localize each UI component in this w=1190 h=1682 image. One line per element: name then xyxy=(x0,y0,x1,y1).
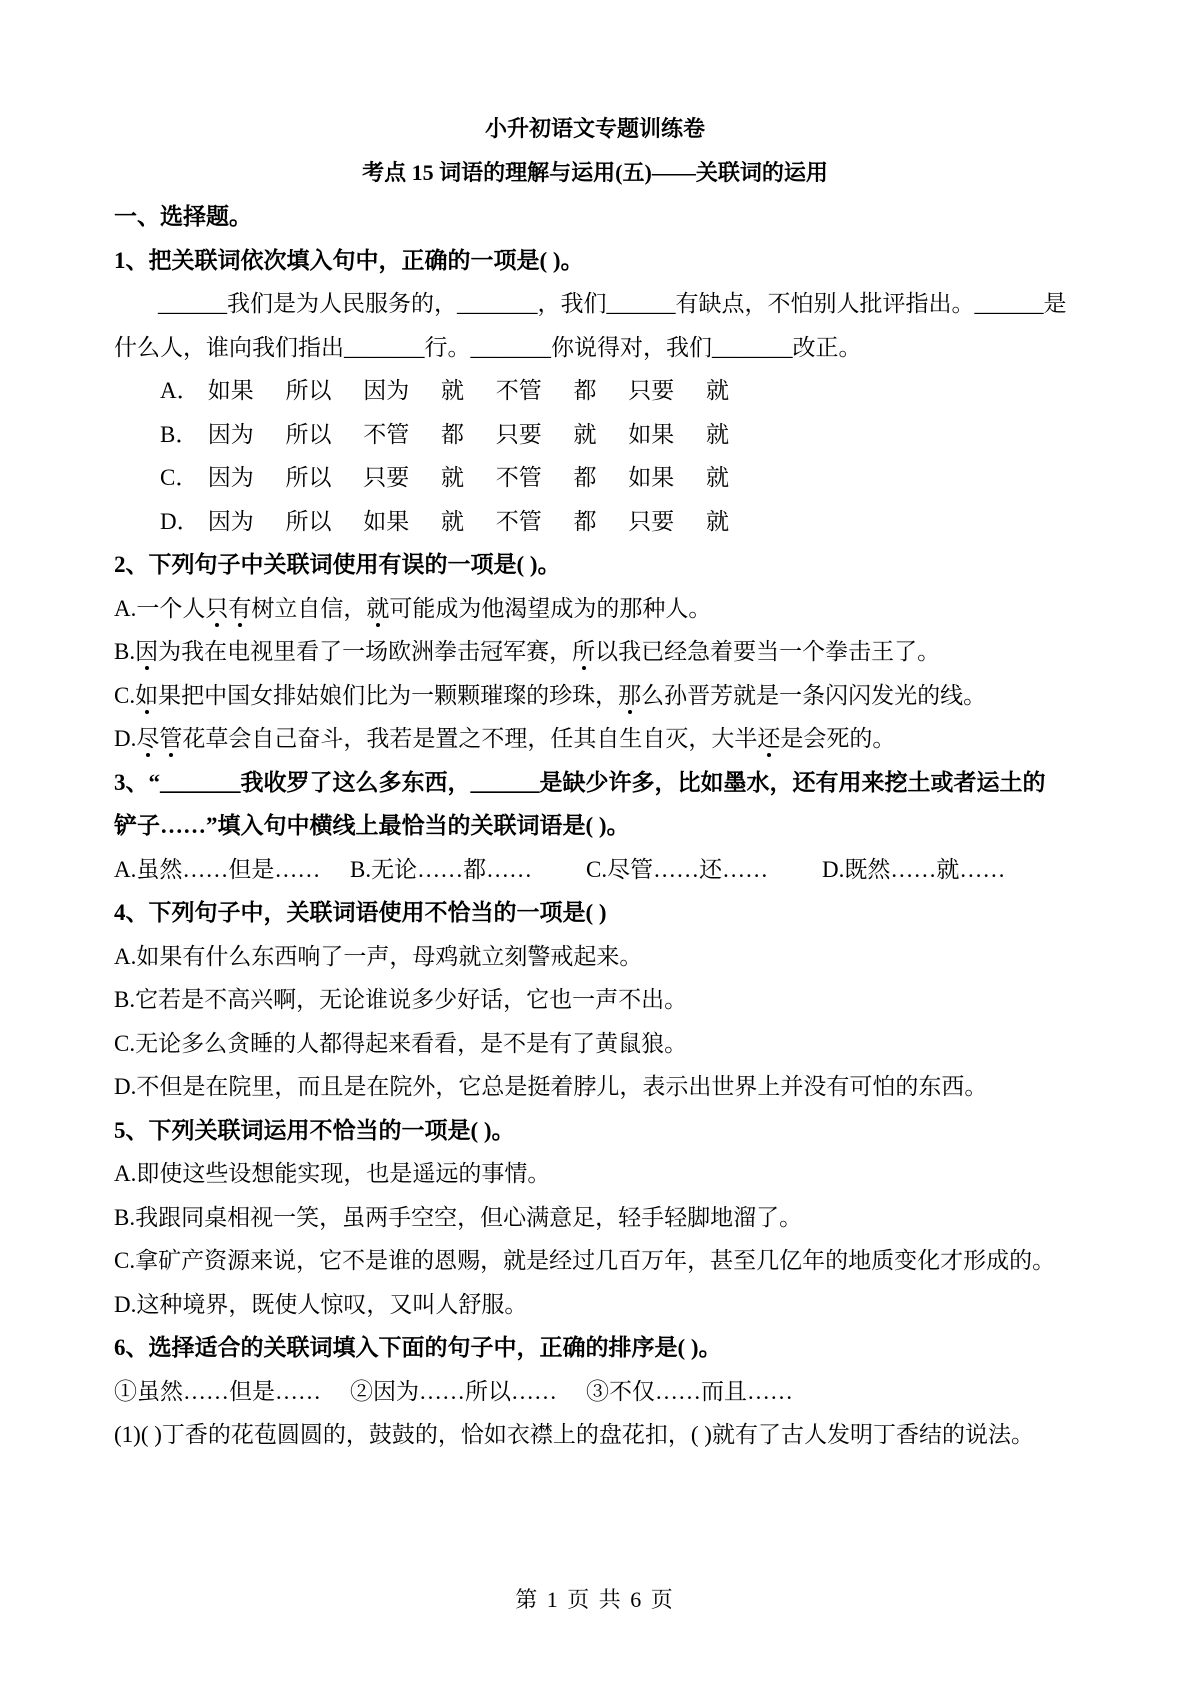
page-subtitle: 考点 15 词语的理解与运用(五)——关联词的运用 xyxy=(362,160,828,185)
question-1-option-b[interactable]: B． 因为 所以 不管 都 只要 就 如果 就 xyxy=(160,422,729,447)
question-6-choice-3: ③不仅……而且…… xyxy=(586,1379,793,1404)
question-5-option-c[interactable]: C.拿矿产资源来说，它不是谁的恩赐，就是经过几百万年，甚至几亿年的地质变化才形成的。 xyxy=(114,1248,1056,1273)
question-3-options xyxy=(114,855,1084,885)
question-3-option-a[interactable]: A.虽然……但是…… xyxy=(114,857,321,882)
question-4-stem: 4、下列句子中，关联词语使用不恰当的一项是( ) xyxy=(114,900,607,925)
question-5-stem: 5、下列关联词运用不恰当的一项是( )。 xyxy=(114,1118,515,1143)
question-4-option-a[interactable]: A.如果有什么东西响了一声，母鸡就立刻警戒起来。 xyxy=(114,944,643,969)
page-title: 小升初语文专题训练卷 xyxy=(484,116,705,141)
question-5-option-d[interactable]: D.这种境界，既使人惊叹，又叫人舒服。 xyxy=(114,1292,528,1317)
question-2-option-b[interactable]: B.因为我在电视里看了一场欧洲拳击冠军赛，所以我已经急着要当一个拳击王了。 xyxy=(114,639,941,664)
question-5-option-b[interactable]: B.我跟同桌相视一笑，虽两手空空，但心满意足，轻手轻脚地溜了。 xyxy=(114,1205,803,1230)
question-1-passage-line2: 什么人，谁向我们指出_______行。_______你说得对，我们_______改正。 xyxy=(114,335,862,360)
section-heading: 一、选择题。 xyxy=(114,204,252,229)
question-6-choice-2: ②因为……所以…… xyxy=(350,1379,557,1404)
question-6-stem: 6、选择适合的关联词填入下面的句子中，正确的排序是( )。 xyxy=(114,1335,722,1360)
question-3-option-b[interactable]: B.无论……都…… xyxy=(350,857,533,882)
question-6-choices xyxy=(114,1377,1084,1407)
question-3-stem-line1: 3、“_______我收罗了这么多东西，______是缺少许多，比如墨水，还有用来挖土或者运土的 xyxy=(114,770,1046,795)
question-1-option-d[interactable]: D． 因为 所以 如果 就 不管 都 只要 就 xyxy=(160,509,729,534)
question-2-option-a[interactable]: A.一个人只有树立自信，就可能成为他渴望成为的那种人。 xyxy=(114,596,712,621)
question-1-option-a[interactable]: A． 如果 所以 因为 就 不管 都 只要 就 xyxy=(160,378,729,403)
question-1-stem: 1、把关联词依次填入句中，正确的一项是( )。 xyxy=(114,248,584,273)
question-4-option-b[interactable]: B.它若是不高兴啊，无论谁说多少好话，它也一声不出。 xyxy=(114,987,688,1012)
question-3-option-d[interactable]: D.既然……就…… xyxy=(822,857,1006,882)
question-2-option-c[interactable]: C.如果把中国女排姑娘们比为一颗颗璀璨的珍珠，那么孙晋芳就是一条闪闪发光的线。 xyxy=(114,683,987,708)
question-4-option-d[interactable]: D.不但是在院里，而且是在院外，它总是挺着脖儿，表示出世界上并没有可怕的东西。 xyxy=(114,1074,988,1099)
question-6-choice-1: ①虽然……但是…… xyxy=(114,1379,321,1404)
question-1-option-c[interactable]: C． 因为 所以 只要 就 不管 都 如果 就 xyxy=(160,465,729,490)
question-2-option-d[interactable]: D.尽管花草会自己奋斗，我若是置之不理，任其自生自灭，大半还是会死的。 xyxy=(114,726,896,751)
question-4-option-c[interactable]: C.无论多么贪睡的人都得起来看看，是不是有了黄鼠狼。 xyxy=(114,1031,688,1056)
question-2-stem: 2、下列句子中关联词使用有误的一项是( )。 xyxy=(114,552,561,577)
question-3-stem-line2: 铲子……”填入句中横线上最恰当的关联词语是( )。 xyxy=(114,813,630,838)
question-6-sentence-1: (1)( )丁香的花苞圆圆的，鼓鼓的，恰如衣襟上的盘花扣，( )就有了古人发明丁香结的说法。 xyxy=(114,1422,1034,1447)
question-3-option-c[interactable]: C.尽管……还…… xyxy=(586,857,769,882)
page-footer: 第 1 页 共 6 页 xyxy=(515,1587,675,1612)
question-5-option-a[interactable]: A.即使这些设想能实现，也是遥远的事情。 xyxy=(114,1161,551,1186)
question-1-passage-line1: ______我们是为人民服务的，_______，我们______有缺点，不怕别人批评指出。______是 xyxy=(158,291,1067,316)
